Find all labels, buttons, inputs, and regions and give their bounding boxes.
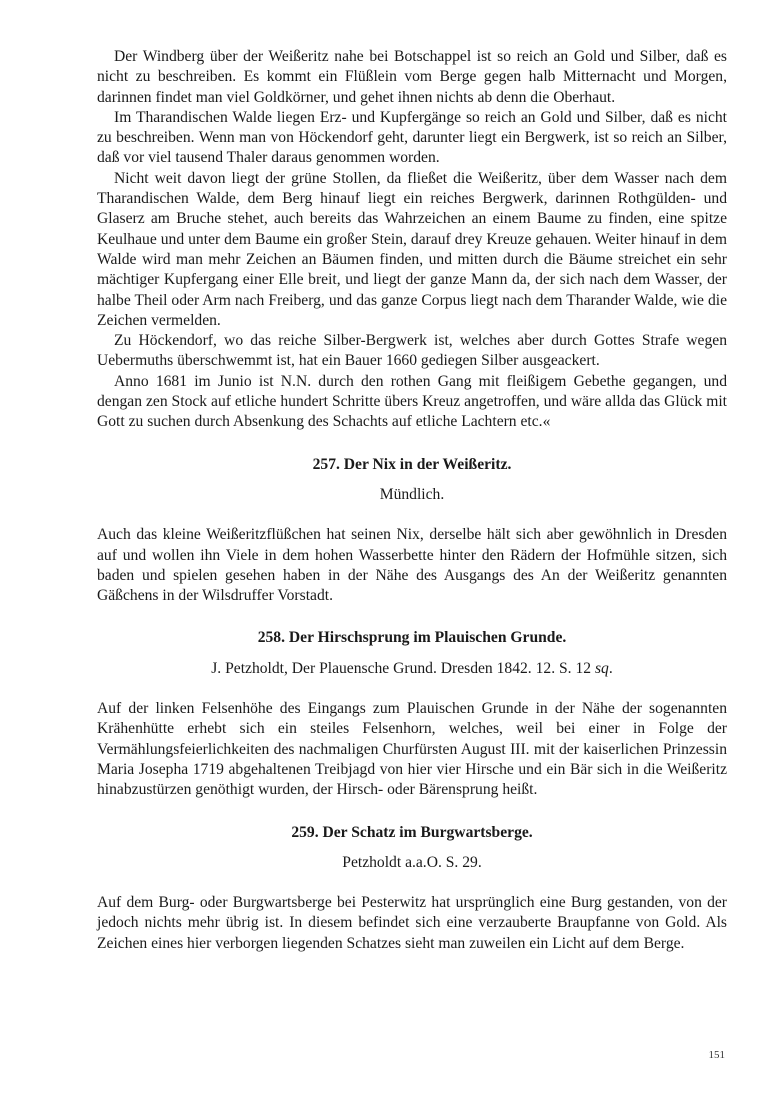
section-body: Auf dem Burg- oder Burgwartsberge bei Pesterwitz hat ursprünglich eine Burg gestanden, von der jedoch nichts mehr übrig ist. In diesem befindet sich eine verzauberte Braupfanne von Gold. Als Zeichen eines hier verborgen liegenden Schatzes sieht man zuweilen ein Licht auf dem Berge. xyxy=(97,894,727,952)
source-trailing-text: . xyxy=(608,659,613,677)
page-number: 151 xyxy=(708,1049,725,1061)
source-italic-text: sq xyxy=(594,659,609,677)
section-body: Auch das kleine Weißeritzflüßchen hat seinen Nix, derselbe hält sich aber gewöhnlich in Dresden auf und wollen ihn Viele in dem hohen Wasserbette hinter den Rädern der Hofmühle sitzen, sich baden und spielen gesehen haben in der Nähe des Ausgangs des An der Weißeritz genannten Gäßchens in der Wilsdruffer Vorstadt. xyxy=(97,526,727,605)
section-source xyxy=(97,659,727,679)
section-body: Auf der linken Felsenhöhe des Eingangs zum Plauischen Grunde in der Nähe der sogenannten Krähenhütte erhebt sich ein steiles Felsenhorn, welches, weil bei einer in Folge der Vermählungsfeierlichkeiten des nachmaligen Churfürsten August III. mit der kaiserlichen Prinzessin Maria Josepha 1719 abgehaltenen Treibjagd von hier vier Hirsche und ein Bär sich in die Weißeritz hinabzustürzen genöthigt wurden, der Hirsch- oder Bärensprung heißt. xyxy=(97,700,727,799)
source-text: Petzholdt a.a.O. S. 29. xyxy=(342,853,482,871)
section-source xyxy=(97,853,727,873)
paragraph-anno-1681: Anno 1681 im Junio ist N.N. durch den rothen Gang mit fleißigem Gebethe gegangen, und dengan zen Stock auf etliche hundert Schritte übers Kreuz angetroffen, und wäre allda das Glück mit Gott zu suchen durch Absenkung des Schachts auf etliche Lachtern etc.« xyxy=(97,372,727,431)
paragraph-tharandischer-wald: Im Tharandischen Walde liegen Erz- und Kupfergänge so reich an Gold und Silber, daß es nicht zu beschreiben. Wenn man von Höckendorf geht, darunter liegt ein Bergwerk, ist so reich an Silber, daß vor viel tausend Thaler daraus genommen worden. xyxy=(97,108,727,167)
paragraph-hoeckendorf: Zu Höckendorf, wo das reiche Silber-Bergwerk ist, welches aber durch Gottes Strafe wegen Uebermuths überschwemmt ist, hat ein Bauer 1660 gediegen Silber ausgeackert. xyxy=(97,332,727,370)
section-heading: 258. Der Hirschsprung im Plauischen Grunde. xyxy=(257,629,567,647)
page-content xyxy=(97,47,727,954)
source-text: J. Petzholdt, Der Plauensche Grund. Dresden 1842. 12. S. 12 xyxy=(211,659,595,677)
continued-story xyxy=(97,47,727,433)
paragraph-windberg: Der Windberg über der Weißeritz nahe bei Botschappel ist so reich an Gold und Silber, daß es nicht zu beschreiben. Es kommt ein Flüßlein vom Berge gegen halb Mitternacht und Morgen, darinnen findet man viel Goldkörner, und gehet ihnen nichts ab denn die Oberhaut. xyxy=(97,48,727,106)
section-258 xyxy=(97,628,727,800)
section-source xyxy=(97,485,727,505)
section-heading: 259. Der Schatz im Burgwartsberge. xyxy=(291,823,533,841)
section-heading: 257. Der Nix in der Weißeritz. xyxy=(312,455,512,473)
paragraph-gruener-stollen: Nicht weit davon liegt der grüne Stollen, da fließet die Weißeritz, über dem Wasser nach dem Tharandischen Walde, dem Berg hinauf liegt ein reiches Bergwerk, darinnen Rothgülden- und Glaserz am Bruche stehet, auch bereits das Wahrzeichen an einem Baume zu finden, eine spitze Keulhaue und unter dem Baume ein großer Stein, darauf drey Kreuze gehauen. Weiter hinauf in dem Walde wird man mehr Zeichen an Bäumen finden, und mitten durch die Bäume streichet ein sehr mächtiger Kupfergang einer Elle breit, und liegt der ganze Mann da, der sich nach dem Wasser, der halbe Theil oder Arm nach Freiberg, und das ganze Corpus liegt nach dem Tharander Walde, wie die Zeichen vermelden. xyxy=(97,169,727,329)
section-259 xyxy=(97,823,727,954)
source-text: Mündlich. xyxy=(379,485,445,503)
section-257 xyxy=(97,455,727,607)
